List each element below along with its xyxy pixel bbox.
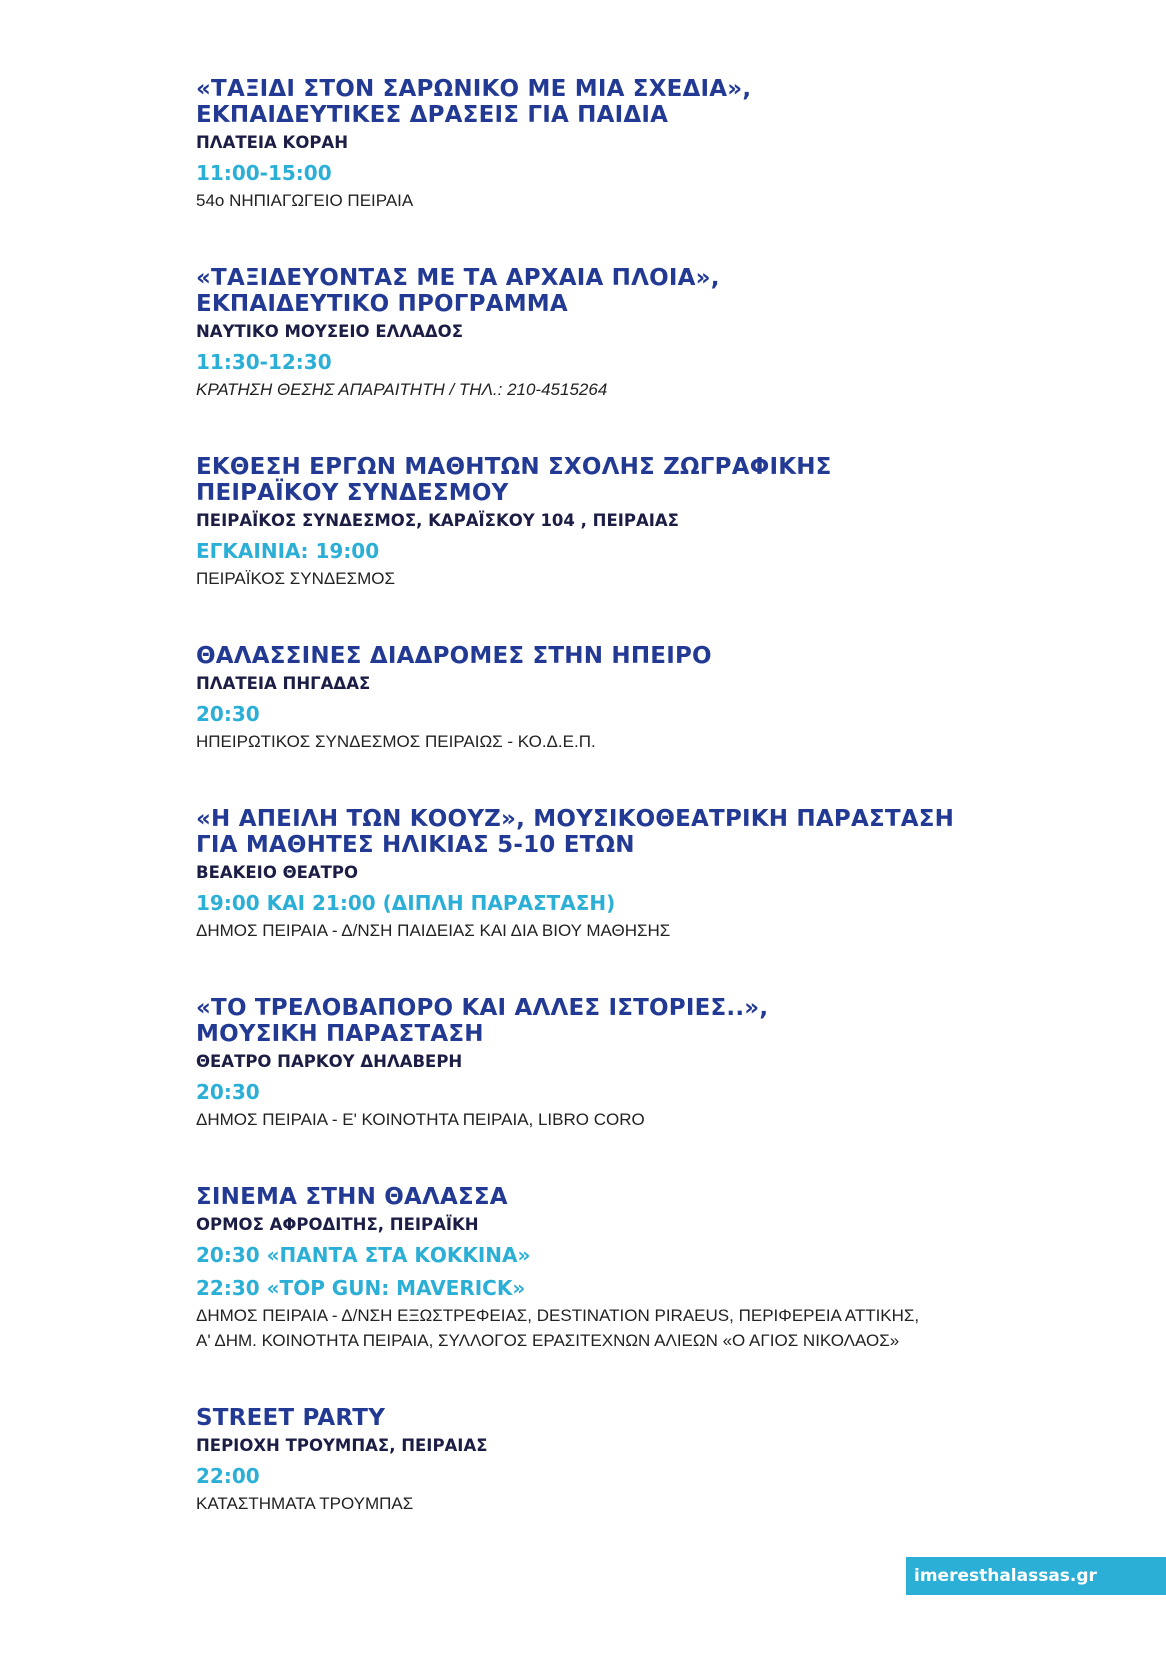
event-title-line: ΕΚΠΑΙΔΕΥΤΙΚΟ ΠΡΟΓΡΑΜΜΑ [196,291,568,317]
event-time: 22:00 [196,1464,260,1488]
event-venue: ΟΡΜΟΣ ΑΦΡΟΔΙΤΗΣ, ΠΕΙΡΑΪΚΗ [196,1215,479,1234]
event-list [196,76,1096,1516]
event-title-line: STREET PARTY [196,1405,386,1431]
event-title-line: «ΤΟ ΤΡΕΛΟΒΑΠΟΡΟ ΚΑΙ ΑΛΛΕΣ ΙΣΤΟΡΙΕΣ..», [196,995,769,1021]
event-item [196,454,1096,591]
event-item [196,995,1096,1132]
website-badge[interactable]: imeresthalassas.gr [906,1557,1166,1595]
event-time: ΕΓΚΑΙΝΙΑ: 19:00 [196,539,380,563]
event-organizer: ΔΗΜΟΣ ΠΕΙΡΑΙΑ - Δ/ΝΣΗ ΕΞΩΣΤΡΕΦΕΙΑΣ, DESTINATION PIRAEUS, ΠΕΡΙΦΕΡΕΙΑ ΑΤΤΙΚΗΣ, [196,1306,920,1325]
event-item [196,265,1096,402]
event-venue: ΠΕΡΙΟΧΗ ΤΡΟΥΜΠΑΣ, ΠΕΙΡΑΙΑΣ [196,1436,488,1455]
event-title-line: ΕΚΘΕΣΗ ΕΡΓΩΝ ΜΑΘΗΤΩΝ ΣΧΟΛΗΣ ΖΩΓΡΑΦΙΚΗΣ [196,454,832,480]
event-title [196,1184,1096,1210]
event-title-line: ΘΑΛΑΣΣΙΝΕΣ ΔΙΑΔΡΟΜΕΣ ΣΤΗΝ ΗΠΕΙΡΟ [196,643,712,669]
event-organizer: Α' ΔΗΜ. ΚΟΙΝΟΤΗΤΑ ΠΕΙΡΑΙΑ, ΣΥΛΛΟΓΟΣ ΕΡΑΣΙΤΕΧΝΩΝ ΑΛΙΕΩΝ «Ο ΑΓΙΟΣ ΝΙΚΟΛΑΟΣ» [196,1331,900,1350]
event-title [196,995,1096,1047]
event-venue: ΠΕΙΡΑΪΚΟΣ ΣΥΝΔΕΣΜΟΣ, ΚΑΡΑΪΣΚΟΥ 104 , ΠΕΙΡΑΙΑΣ [196,511,679,530]
event-title-line: «ΤΑΞΙΔΙ ΣΤΟΝ ΣΑΡΩΝΙΚΟ ΜΕ ΜΙΑ ΣΧΕΔΙΑ», [196,76,752,102]
event-item [196,806,1096,943]
event-venue: ΠΛΑΤΕΙΑ ΠΗΓΑΔΑΣ [196,674,371,693]
event-time: 19:00 ΚΑΙ 21:00 (ΔΙΠΛΗ ΠΑΡΑΣΤΑΣΗ) [196,891,616,915]
event-organizer: 54ο ΝΗΠΙΑΓΩΓΕΙΟ ΠΕΙΡΑΙΑ [196,191,414,210]
event-time: 20:30 «ΠΑΝΤΑ ΣΤΑ ΚΟΚΚΙΝΑ» [196,1243,531,1267]
event-time: 22:30 «TOP GUN: MAVERICK» [196,1276,526,1300]
event-venue: ΒΕΑΚΕΙΟ ΘΕΑΤΡΟ [196,863,359,882]
event-title [196,265,1096,317]
event-title [196,643,1096,669]
event-time: 11:30-12:30 [196,350,332,374]
event-title-line: ΕΚΠΑΙΔΕΥΤΙΚΕΣ ΔΡΑΣΕΙΣ ΓΙΑ ΠΑΙΔΙΑ [196,102,669,128]
event-time: 20:30 [196,1080,260,1104]
event-title-line: ΠΕΙΡΑΪΚΟΥ ΣΥΝΔΕΣΜΟΥ [196,480,509,506]
event-title [196,1405,1096,1431]
event-title [196,76,1096,128]
event-organizer: ΚΡΑΤΗΣΗ ΘΕΣΗΣ ΑΠΑΡΑΙΤΗΤΗ / ΤΗΛ.: 210-4515264 [196,380,608,399]
event-item [196,1405,1096,1516]
event-item [196,76,1096,213]
event-title-line: ΓΙΑ ΜΑΘΗΤΕΣ ΗΛΙΚΙΑΣ 5-10 ΕΤΩΝ [196,832,635,858]
event-time: 11:00-15:00 [196,161,332,185]
event-title [196,454,1096,506]
event-venue: ΝΑΥΤΙΚΟ ΜΟΥΣΕΙΟ ΕΛΛΑΔΟΣ [196,322,463,341]
event-title [196,806,1096,858]
event-venue: ΘΕΑΤΡΟ ΠΑΡΚΟΥ ΔΗΛΑΒΕΡΗ [196,1052,463,1071]
event-title-line: ΣΙΝΕΜΑ ΣΤΗΝ ΘΑΛΑΣΣΑ [196,1184,508,1210]
event-organizer: ΗΠΕΙΡΩΤΙΚΟΣ ΣΥΝΔΕΣΜΟΣ ΠΕΙΡΑΙΩΣ - ΚΟ.Δ.Ε.Π. [196,732,596,751]
event-organizer: ΔΗΜΟΣ ΠΕΙΡΑΙΑ - Δ/ΝΣΗ ΠΑΙΔΕΙΑΣ ΚΑΙ ΔΙΑ ΒΙΟΥ ΜΑΘΗΣΗΣ [196,921,671,940]
event-item [196,1184,1096,1353]
event-organizer: ΚΑΤΑΣΤΗΜΑΤΑ ΤΡΟΥΜΠΑΣ [196,1494,414,1513]
event-time: 20:30 [196,702,260,726]
event-title-line: «Η ΑΠΕΙΛΗ ΤΩΝ ΚΟΟΥΖ», ΜΟΥΣΙΚΟΘΕΑΤΡΙΚΗ ΠΑΡΑΣΤΑΣΗ [196,806,955,832]
event-title-line: «ΤΑΞΙΔΕΥΟΝΤΑΣ ΜΕ ΤΑ ΑΡΧΑΙΑ ΠΛΟΙΑ», [196,265,720,291]
event-title-line: ΜΟΥΣΙΚΗ ΠΑΡΑΣΤΑΣΗ [196,1021,484,1047]
event-organizer: ΔΗΜΟΣ ΠΕΙΡΑΙΑ - Ε' ΚΟΙΝΟΤΗΤΑ ΠΕΙΡΑΙΑ, LIBRO CORO [196,1110,645,1129]
event-organizer: ΠΕΙΡΑΪΚΟΣ ΣΥΝΔΕΣΜΟΣ [196,569,395,588]
event-item [196,643,1096,754]
event-venue: ΠΛΑΤΕΙΑ ΚΟΡΑΗ [196,133,349,152]
